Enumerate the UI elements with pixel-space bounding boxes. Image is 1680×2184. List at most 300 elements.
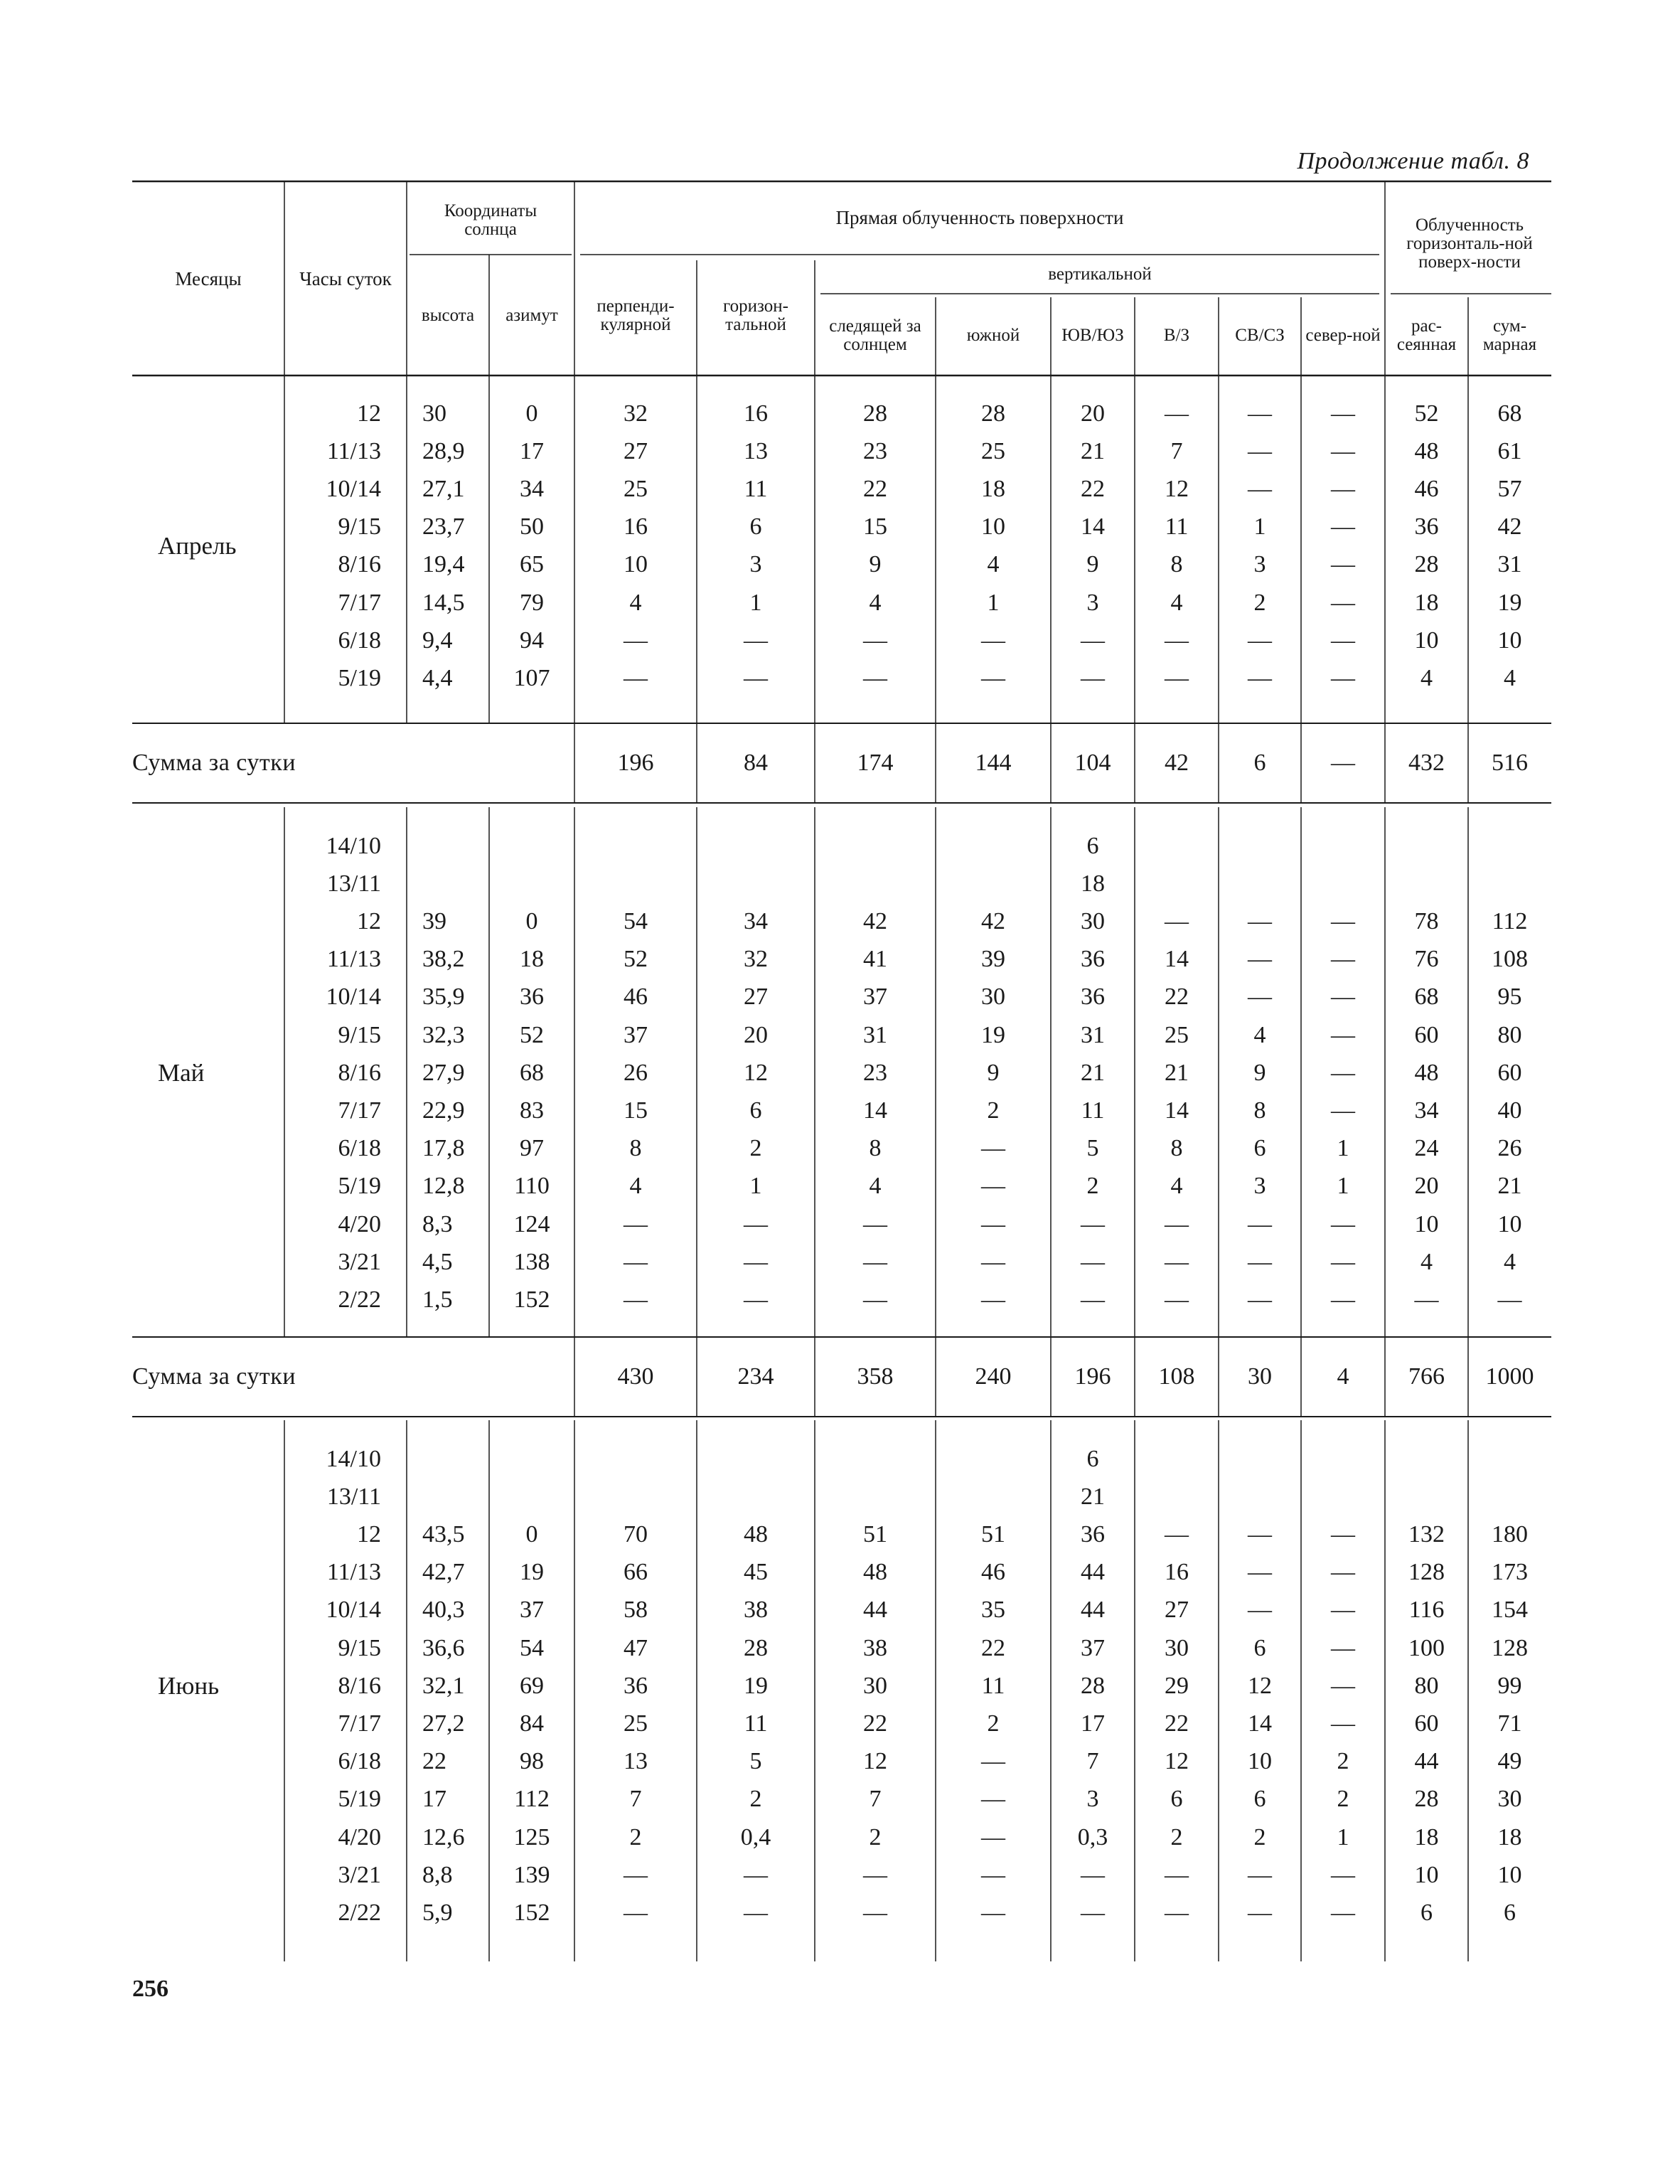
cell-perpendicular: — xyxy=(624,1248,648,1275)
cell-north: — xyxy=(1331,1520,1355,1548)
cell-total: 26 xyxy=(1497,1135,1522,1162)
cell-tracking: 31 xyxy=(863,1021,887,1048)
cell-south: 42 xyxy=(981,907,1005,934)
cell-e-w: — xyxy=(1165,1899,1189,1926)
cell-tracking: 15 xyxy=(863,513,887,540)
cell-north: — xyxy=(1331,1672,1355,1699)
cell-diffuse: 34 xyxy=(1414,1097,1439,1124)
cell-south: 35 xyxy=(981,1597,1005,1624)
cell-hours: 2/22 xyxy=(338,1899,381,1926)
cell-hours: 8/16 xyxy=(338,1059,381,1086)
cell-ne-nw: 2 xyxy=(1253,1823,1266,1850)
cell-tracking: 23 xyxy=(863,1059,887,1086)
cell-perpendicular: 4 xyxy=(629,589,642,616)
cell-north: — xyxy=(1331,1899,1355,1926)
cell-south: — xyxy=(981,1135,1005,1162)
header-vertical: вертикальной xyxy=(1048,265,1152,284)
cell-azimuth: 17 xyxy=(520,437,544,464)
cell-horizontal: 34 xyxy=(744,907,768,934)
cell-e-w: 2 xyxy=(1170,1823,1183,1850)
cell-hours: 8/16 xyxy=(338,1672,381,1699)
cell-diffuse: 76 xyxy=(1414,946,1439,973)
cell-azimuth: 79 xyxy=(520,589,544,616)
cell-diffuse: 10 xyxy=(1414,1210,1439,1237)
cell-altitude: 9,4 xyxy=(422,627,453,654)
sum-ne-nw: 6 xyxy=(1253,750,1266,776)
cell-tracking: — xyxy=(863,1210,887,1237)
cell-ne-nw: 9 xyxy=(1253,1059,1266,1086)
sum-horizontal: 84 xyxy=(744,750,768,776)
cell-total: 173 xyxy=(1492,1559,1528,1586)
cell-total: 108 xyxy=(1492,946,1528,973)
cell-hours: 2/22 xyxy=(338,1286,381,1313)
cell-ne-nw: 14 xyxy=(1248,1710,1272,1737)
cell-south: — xyxy=(981,1786,1005,1813)
cell-tracking: 22 xyxy=(863,475,887,502)
cell-e-w: — xyxy=(1165,627,1189,654)
cell-south: — xyxy=(981,1748,1005,1775)
cell-hours: 4/20 xyxy=(338,1210,381,1237)
cell-e-w: 29 xyxy=(1165,1672,1189,1699)
cell-total: 10 xyxy=(1497,1861,1522,1888)
cell-ne-nw: 2 xyxy=(1253,589,1266,616)
cell-horizontal: — xyxy=(744,1286,768,1313)
cell-horizontal: 5 xyxy=(749,1748,762,1775)
cell-ne-nw: 6 xyxy=(1253,1786,1266,1813)
cell-altitude: 14,5 xyxy=(422,589,465,616)
table-caption: Продолжение табл. 8 xyxy=(1297,148,1529,174)
cell-diffuse: 18 xyxy=(1414,589,1439,616)
cell-diffuse: 28 xyxy=(1414,1786,1439,1813)
cell-azimuth: 152 xyxy=(513,1899,550,1926)
cell-south: 18 xyxy=(981,475,1005,502)
sum-perpendicular: 430 xyxy=(617,1363,654,1390)
cell-perpendicular: 4 xyxy=(629,1173,642,1200)
cell-hours: 14/10 xyxy=(326,1445,381,1472)
cell-perpendicular: — xyxy=(624,1899,648,1926)
cell-perpendicular: 25 xyxy=(624,1710,648,1737)
cell-south: — xyxy=(981,1248,1005,1275)
cell-azimuth: 0 xyxy=(525,1520,538,1548)
cell-total: 99 xyxy=(1497,1672,1522,1699)
cell-azimuth: 112 xyxy=(514,1786,550,1813)
header-altitude: высота xyxy=(421,306,475,325)
cell-perpendicular: 37 xyxy=(624,1021,648,1048)
cell-diffuse: 48 xyxy=(1414,1059,1439,1086)
cell-diffuse: 60 xyxy=(1414,1710,1439,1737)
cell-north: — xyxy=(1331,1097,1355,1124)
cell-ne-nw: 8 xyxy=(1253,1097,1266,1124)
cell-e-w: 25 xyxy=(1165,1021,1189,1048)
cell-tracking: 9 xyxy=(869,551,882,578)
cell-south: — xyxy=(981,1173,1005,1200)
cell-se-sw: 22 xyxy=(1081,475,1105,502)
cell-perpendicular: — xyxy=(624,1286,648,1313)
cell-north: — xyxy=(1331,664,1355,691)
sum-diffuse: 766 xyxy=(1408,1363,1445,1390)
month-label: Апрель xyxy=(158,531,237,560)
cell-horizontal: 48 xyxy=(744,1520,768,1548)
cell-south: — xyxy=(981,1823,1005,1850)
cell-diffuse: 10 xyxy=(1414,627,1439,654)
cell-diffuse: 6 xyxy=(1420,1899,1433,1926)
cell-se-sw: — xyxy=(1081,664,1105,691)
cell-altitude: 4,5 xyxy=(422,1248,453,1275)
cell-south: 1 xyxy=(987,589,1000,616)
sum-total: 1000 xyxy=(1485,1363,1534,1390)
cell-altitude: 8,3 xyxy=(422,1210,453,1237)
cell-ne-nw: 12 xyxy=(1248,1672,1272,1699)
cell-azimuth: 107 xyxy=(513,664,550,691)
cell-diffuse: 132 xyxy=(1408,1520,1445,1548)
cell-azimuth: 94 xyxy=(520,627,544,654)
cell-horizontal: 3 xyxy=(749,551,762,578)
cell-south: 39 xyxy=(981,946,1005,973)
cell-diffuse: 44 xyxy=(1414,1748,1439,1775)
cell-hours: 9/15 xyxy=(338,1634,381,1661)
cell-e-w: 27 xyxy=(1165,1597,1189,1624)
cell-e-w: 30 xyxy=(1165,1634,1189,1661)
cell-total: 49 xyxy=(1497,1748,1522,1775)
cell-horizontal: 16 xyxy=(744,400,768,427)
cell-south: 30 xyxy=(981,984,1005,1011)
cell-se-sw: — xyxy=(1081,1861,1105,1888)
cell-se-sw: 17 xyxy=(1081,1710,1105,1737)
cell-se-sw: — xyxy=(1081,1286,1105,1313)
cell-altitude: 27,1 xyxy=(422,475,465,502)
cell-hours: 10/14 xyxy=(326,984,381,1011)
cell-total: 10 xyxy=(1497,627,1522,654)
page-number: 256 xyxy=(132,1976,168,2002)
cell-se-sw: 14 xyxy=(1081,513,1105,540)
cell-perpendicular: 58 xyxy=(624,1597,648,1624)
cell-tracking: — xyxy=(863,1286,887,1313)
cell-total: 19 xyxy=(1497,589,1522,616)
cell-azimuth: 97 xyxy=(520,1135,544,1162)
cell-south: 22 xyxy=(981,1634,1005,1661)
cell-se-sw: — xyxy=(1081,1248,1105,1275)
cell-horizontal: 20 xyxy=(744,1021,768,1048)
cell-ne-nw: 1 xyxy=(1253,513,1266,540)
cell-north: — xyxy=(1331,1248,1355,1275)
cell-e-w: 12 xyxy=(1165,475,1189,502)
cell-se-sw: 21 xyxy=(1081,437,1105,464)
cell-hours: 11/13 xyxy=(326,1559,381,1586)
cell-diffuse: 116 xyxy=(1408,1597,1445,1624)
cell-total: 57 xyxy=(1497,475,1522,502)
cell-total: 71 xyxy=(1497,1710,1522,1737)
cell-tracking: 48 xyxy=(863,1559,887,1586)
cell-south: — xyxy=(981,1210,1005,1237)
header-south: южной xyxy=(966,326,1020,345)
cell-hours: 3/21 xyxy=(338,1861,381,1888)
header-sun-coords: Координаты солнца xyxy=(444,201,537,239)
cell-perpendicular: 8 xyxy=(629,1135,642,1162)
header-hours: Часы суток xyxy=(299,267,392,289)
header-perpendicular: перпенди-кулярной xyxy=(596,297,675,334)
cell-south: 51 xyxy=(981,1520,1005,1548)
cell-azimuth: 52 xyxy=(520,1021,544,1048)
cell-hours: 10/14 xyxy=(326,1597,381,1624)
cell-e-w: 4 xyxy=(1170,1173,1183,1200)
cell-north: 1 xyxy=(1337,1823,1349,1850)
header-north: север-ной xyxy=(1305,326,1381,345)
cell-e-w: — xyxy=(1165,907,1189,934)
cell-south: 10 xyxy=(981,513,1005,540)
cell-perpendicular: 7 xyxy=(629,1786,642,1813)
cell-north: — xyxy=(1331,1597,1355,1624)
cell-se-sw: 5 xyxy=(1086,1135,1099,1162)
cell-ne-nw: 6 xyxy=(1253,1135,1266,1162)
cell-hours: 5/19 xyxy=(338,664,381,691)
cell-north: — xyxy=(1331,1559,1355,1586)
cell-hours: 14/10 xyxy=(326,832,381,859)
cell-north: — xyxy=(1331,589,1355,616)
cell-altitude: 17 xyxy=(422,1786,446,1813)
cell-perpendicular: — xyxy=(624,1861,648,1888)
cell-diffuse: 60 xyxy=(1414,1021,1439,1048)
cell-south: — xyxy=(981,664,1005,691)
cell-horizontal: — xyxy=(744,1210,768,1237)
cell-se-sw: 6 xyxy=(1086,832,1099,859)
cell-north: — xyxy=(1331,513,1355,540)
cell-e-w: 14 xyxy=(1165,1097,1189,1124)
cell-hours: 3/21 xyxy=(338,1248,381,1275)
cell-perpendicular: 54 xyxy=(624,907,648,934)
cell-hours: 6/18 xyxy=(338,627,381,654)
cell-south: — xyxy=(981,1861,1005,1888)
cell-altitude: 12,6 xyxy=(422,1823,465,1850)
cell-azimuth: 37 xyxy=(520,1597,544,1624)
cell-diffuse: 4 xyxy=(1420,1248,1433,1275)
cell-e-w: 21 xyxy=(1165,1059,1189,1086)
cell-perpendicular: 52 xyxy=(624,946,648,973)
cell-e-w: — xyxy=(1165,1248,1189,1275)
cell-tracking: 30 xyxy=(863,1672,887,1699)
cell-hours: 8/16 xyxy=(338,551,381,578)
sum-north: — xyxy=(1331,750,1355,776)
cell-ne-nw: — xyxy=(1248,1559,1272,1586)
cell-tracking: — xyxy=(863,664,887,691)
cell-diffuse: 24 xyxy=(1414,1135,1439,1162)
cell-se-sw: 11 xyxy=(1081,1097,1105,1124)
cell-azimuth: 19 xyxy=(520,1559,544,1586)
cell-south: 2 xyxy=(987,1710,1000,1737)
cell-north: 1 xyxy=(1337,1135,1349,1162)
cell-north: — xyxy=(1331,627,1355,654)
cell-perpendicular: 36 xyxy=(624,1672,648,1699)
cell-perpendicular: 26 xyxy=(624,1059,648,1086)
cell-se-sw: 7 xyxy=(1086,1748,1099,1775)
cell-total: 128 xyxy=(1492,1634,1528,1661)
cell-altitude: 8,8 xyxy=(422,1861,453,1888)
cell-se-sw: 18 xyxy=(1081,870,1105,897)
cell-azimuth: 0 xyxy=(525,400,538,427)
header-direct: Прямая облученность поверхности xyxy=(835,206,1124,228)
cell-hours: 5/19 xyxy=(338,1786,381,1813)
cell-ne-nw: — xyxy=(1248,1597,1272,1624)
cell-horizontal: — xyxy=(744,664,768,691)
cell-diffuse: 10 xyxy=(1414,1861,1439,1888)
cell-diffuse: — xyxy=(1414,1286,1439,1313)
cell-hours: 9/15 xyxy=(338,1021,381,1048)
cell-e-w: 4 xyxy=(1170,589,1183,616)
cell-horizontal: 1 xyxy=(749,589,762,616)
cell-total: — xyxy=(1497,1286,1522,1313)
cell-north: — xyxy=(1331,1059,1355,1086)
cell-diffuse: 18 xyxy=(1414,1823,1439,1850)
header-ne-nw: СВ/СЗ xyxy=(1235,326,1285,345)
cell-total: 154 xyxy=(1492,1597,1528,1624)
cell-horizontal: 2 xyxy=(749,1135,762,1162)
header-tracking: следящей за солнцем xyxy=(829,316,921,354)
cell-north: — xyxy=(1331,1634,1355,1661)
header-total: сум-марная xyxy=(1482,316,1537,354)
cell-diffuse: 4 xyxy=(1420,664,1433,691)
cell-horizontal: — xyxy=(744,1899,768,1926)
cell-horizontal: 6 xyxy=(749,513,762,540)
cell-altitude: 43,5 xyxy=(422,1520,465,1548)
cell-altitude: 36,6 xyxy=(422,1634,465,1661)
sum-tracking: 174 xyxy=(857,750,894,776)
cell-ne-nw: 4 xyxy=(1253,1021,1266,1048)
cell-perpendicular: — xyxy=(624,664,648,691)
cell-e-w: 14 xyxy=(1165,946,1189,973)
cell-total: 4 xyxy=(1504,664,1516,691)
cell-diffuse: 52 xyxy=(1414,400,1439,427)
cell-se-sw: 6 xyxy=(1086,1445,1099,1472)
cell-se-sw: 0,3 xyxy=(1077,1823,1108,1850)
sum-e-w: 108 xyxy=(1158,1363,1195,1390)
header-diffuse: рас-сеянная xyxy=(1396,316,1457,354)
cell-diffuse: 36 xyxy=(1414,513,1439,540)
cell-se-sw: 44 xyxy=(1081,1559,1105,1586)
cell-hours: 6/18 xyxy=(338,1135,381,1162)
cell-ne-nw: 6 xyxy=(1253,1634,1266,1661)
cell-altitude: 42,7 xyxy=(422,1559,465,1586)
cell-total: 112 xyxy=(1492,907,1528,934)
cell-azimuth: 68 xyxy=(520,1059,544,1086)
cell-perpendicular: 70 xyxy=(624,1520,648,1548)
cell-north: — xyxy=(1331,400,1355,427)
cell-altitude: 19,4 xyxy=(422,551,465,578)
cell-total: 30 xyxy=(1497,1786,1522,1813)
cell-north: — xyxy=(1331,984,1355,1011)
cell-north: — xyxy=(1331,946,1355,973)
cell-horizontal: 13 xyxy=(744,437,768,464)
cell-azimuth: 34 xyxy=(520,475,544,502)
cell-ne-nw: — xyxy=(1248,1520,1272,1548)
cell-north: — xyxy=(1331,1710,1355,1737)
cell-north: — xyxy=(1331,551,1355,578)
cell-se-sw: 30 xyxy=(1081,907,1105,934)
cell-tracking: 41 xyxy=(863,946,887,973)
header-horiz-irr: Облученность горизонталь-ной поверх-ности xyxy=(1406,215,1533,272)
cell-south: 25 xyxy=(981,437,1005,464)
cell-altitude: 32,1 xyxy=(422,1672,465,1699)
cell-horizontal: 11 xyxy=(744,1710,768,1737)
cell-se-sw: — xyxy=(1081,627,1105,654)
cell-diffuse: 28 xyxy=(1414,551,1439,578)
cell-north: — xyxy=(1331,1021,1355,1048)
cell-horizontal: 28 xyxy=(744,1634,768,1661)
cell-total: 21 xyxy=(1497,1173,1522,1200)
cell-north: 1 xyxy=(1337,1173,1349,1200)
sum-se-sw: 196 xyxy=(1074,1363,1111,1390)
cell-horizontal: 2 xyxy=(749,1786,762,1813)
cell-se-sw: 36 xyxy=(1081,984,1105,1011)
cell-tracking: 51 xyxy=(863,1520,887,1548)
cell-se-sw: 37 xyxy=(1081,1634,1105,1661)
cell-tracking: 4 xyxy=(869,1173,882,1200)
cell-e-w: 11 xyxy=(1165,513,1189,540)
cell-azimuth: 83 xyxy=(520,1097,544,1124)
header-se-sw: ЮВ/ЮЗ xyxy=(1061,326,1124,345)
cell-total: 80 xyxy=(1497,1021,1522,1048)
cell-altitude: 22,9 xyxy=(422,1097,465,1124)
cell-e-w: 22 xyxy=(1165,984,1189,1011)
cell-horizontal: 27 xyxy=(744,984,768,1011)
cell-ne-nw: — xyxy=(1248,984,1272,1011)
cell-altitude: 32,3 xyxy=(422,1021,465,1048)
cell-ne-nw: — xyxy=(1248,1861,1272,1888)
cell-altitude: 38,2 xyxy=(422,946,465,973)
cell-se-sw: 28 xyxy=(1081,1672,1105,1699)
cell-north: — xyxy=(1331,437,1355,464)
cell-se-sw: 36 xyxy=(1081,946,1105,973)
cell-horizontal: 19 xyxy=(744,1672,768,1699)
cell-altitude: 4,4 xyxy=(422,664,453,691)
cell-horizontal: 0,4 xyxy=(740,1823,771,1850)
header-horizontal: горизон-тальной xyxy=(723,297,788,334)
cell-horizontal: — xyxy=(744,1861,768,1888)
cell-ne-nw: 3 xyxy=(1253,1173,1266,1200)
cell-azimuth: 110 xyxy=(514,1173,550,1200)
cell-azimuth: 139 xyxy=(513,1861,550,1888)
cell-south: — xyxy=(981,1286,1005,1313)
cell-se-sw: — xyxy=(1081,1899,1105,1926)
cell-total: 60 xyxy=(1497,1059,1522,1086)
cell-se-sw: 3 xyxy=(1086,1786,1099,1813)
cell-tracking: 23 xyxy=(863,437,887,464)
cell-total: 42 xyxy=(1497,513,1522,540)
cell-south: 4 xyxy=(987,551,1000,578)
cell-total: 4 xyxy=(1504,1248,1516,1275)
cell-north: 2 xyxy=(1337,1786,1349,1813)
cell-north: — xyxy=(1331,475,1355,502)
sum-label: Сумма за сутки xyxy=(132,1363,296,1390)
cell-perpendicular: 10 xyxy=(624,551,648,578)
cell-horizontal: 11 xyxy=(744,475,768,502)
cell-azimuth: 152 xyxy=(513,1286,550,1313)
cell-diffuse: 68 xyxy=(1414,984,1439,1011)
cell-diffuse: 20 xyxy=(1414,1173,1439,1200)
cell-diffuse: 128 xyxy=(1408,1559,1445,1586)
cell-azimuth: 98 xyxy=(520,1748,544,1775)
cell-tracking: 22 xyxy=(863,1710,887,1737)
cell-se-sw: 36 xyxy=(1081,1520,1105,1548)
cell-e-w: — xyxy=(1165,1286,1189,1313)
cell-ne-nw: — xyxy=(1248,946,1272,973)
cell-north: — xyxy=(1331,1286,1355,1313)
header-azimuth: азимут xyxy=(505,306,558,325)
cell-perpendicular: — xyxy=(624,1210,648,1237)
cell-perpendicular: 16 xyxy=(624,513,648,540)
cell-ne-nw: — xyxy=(1248,1899,1272,1926)
cell-altitude: 35,9 xyxy=(422,984,465,1011)
cell-tracking: 42 xyxy=(863,907,887,934)
cell-south: 2 xyxy=(987,1097,1000,1124)
